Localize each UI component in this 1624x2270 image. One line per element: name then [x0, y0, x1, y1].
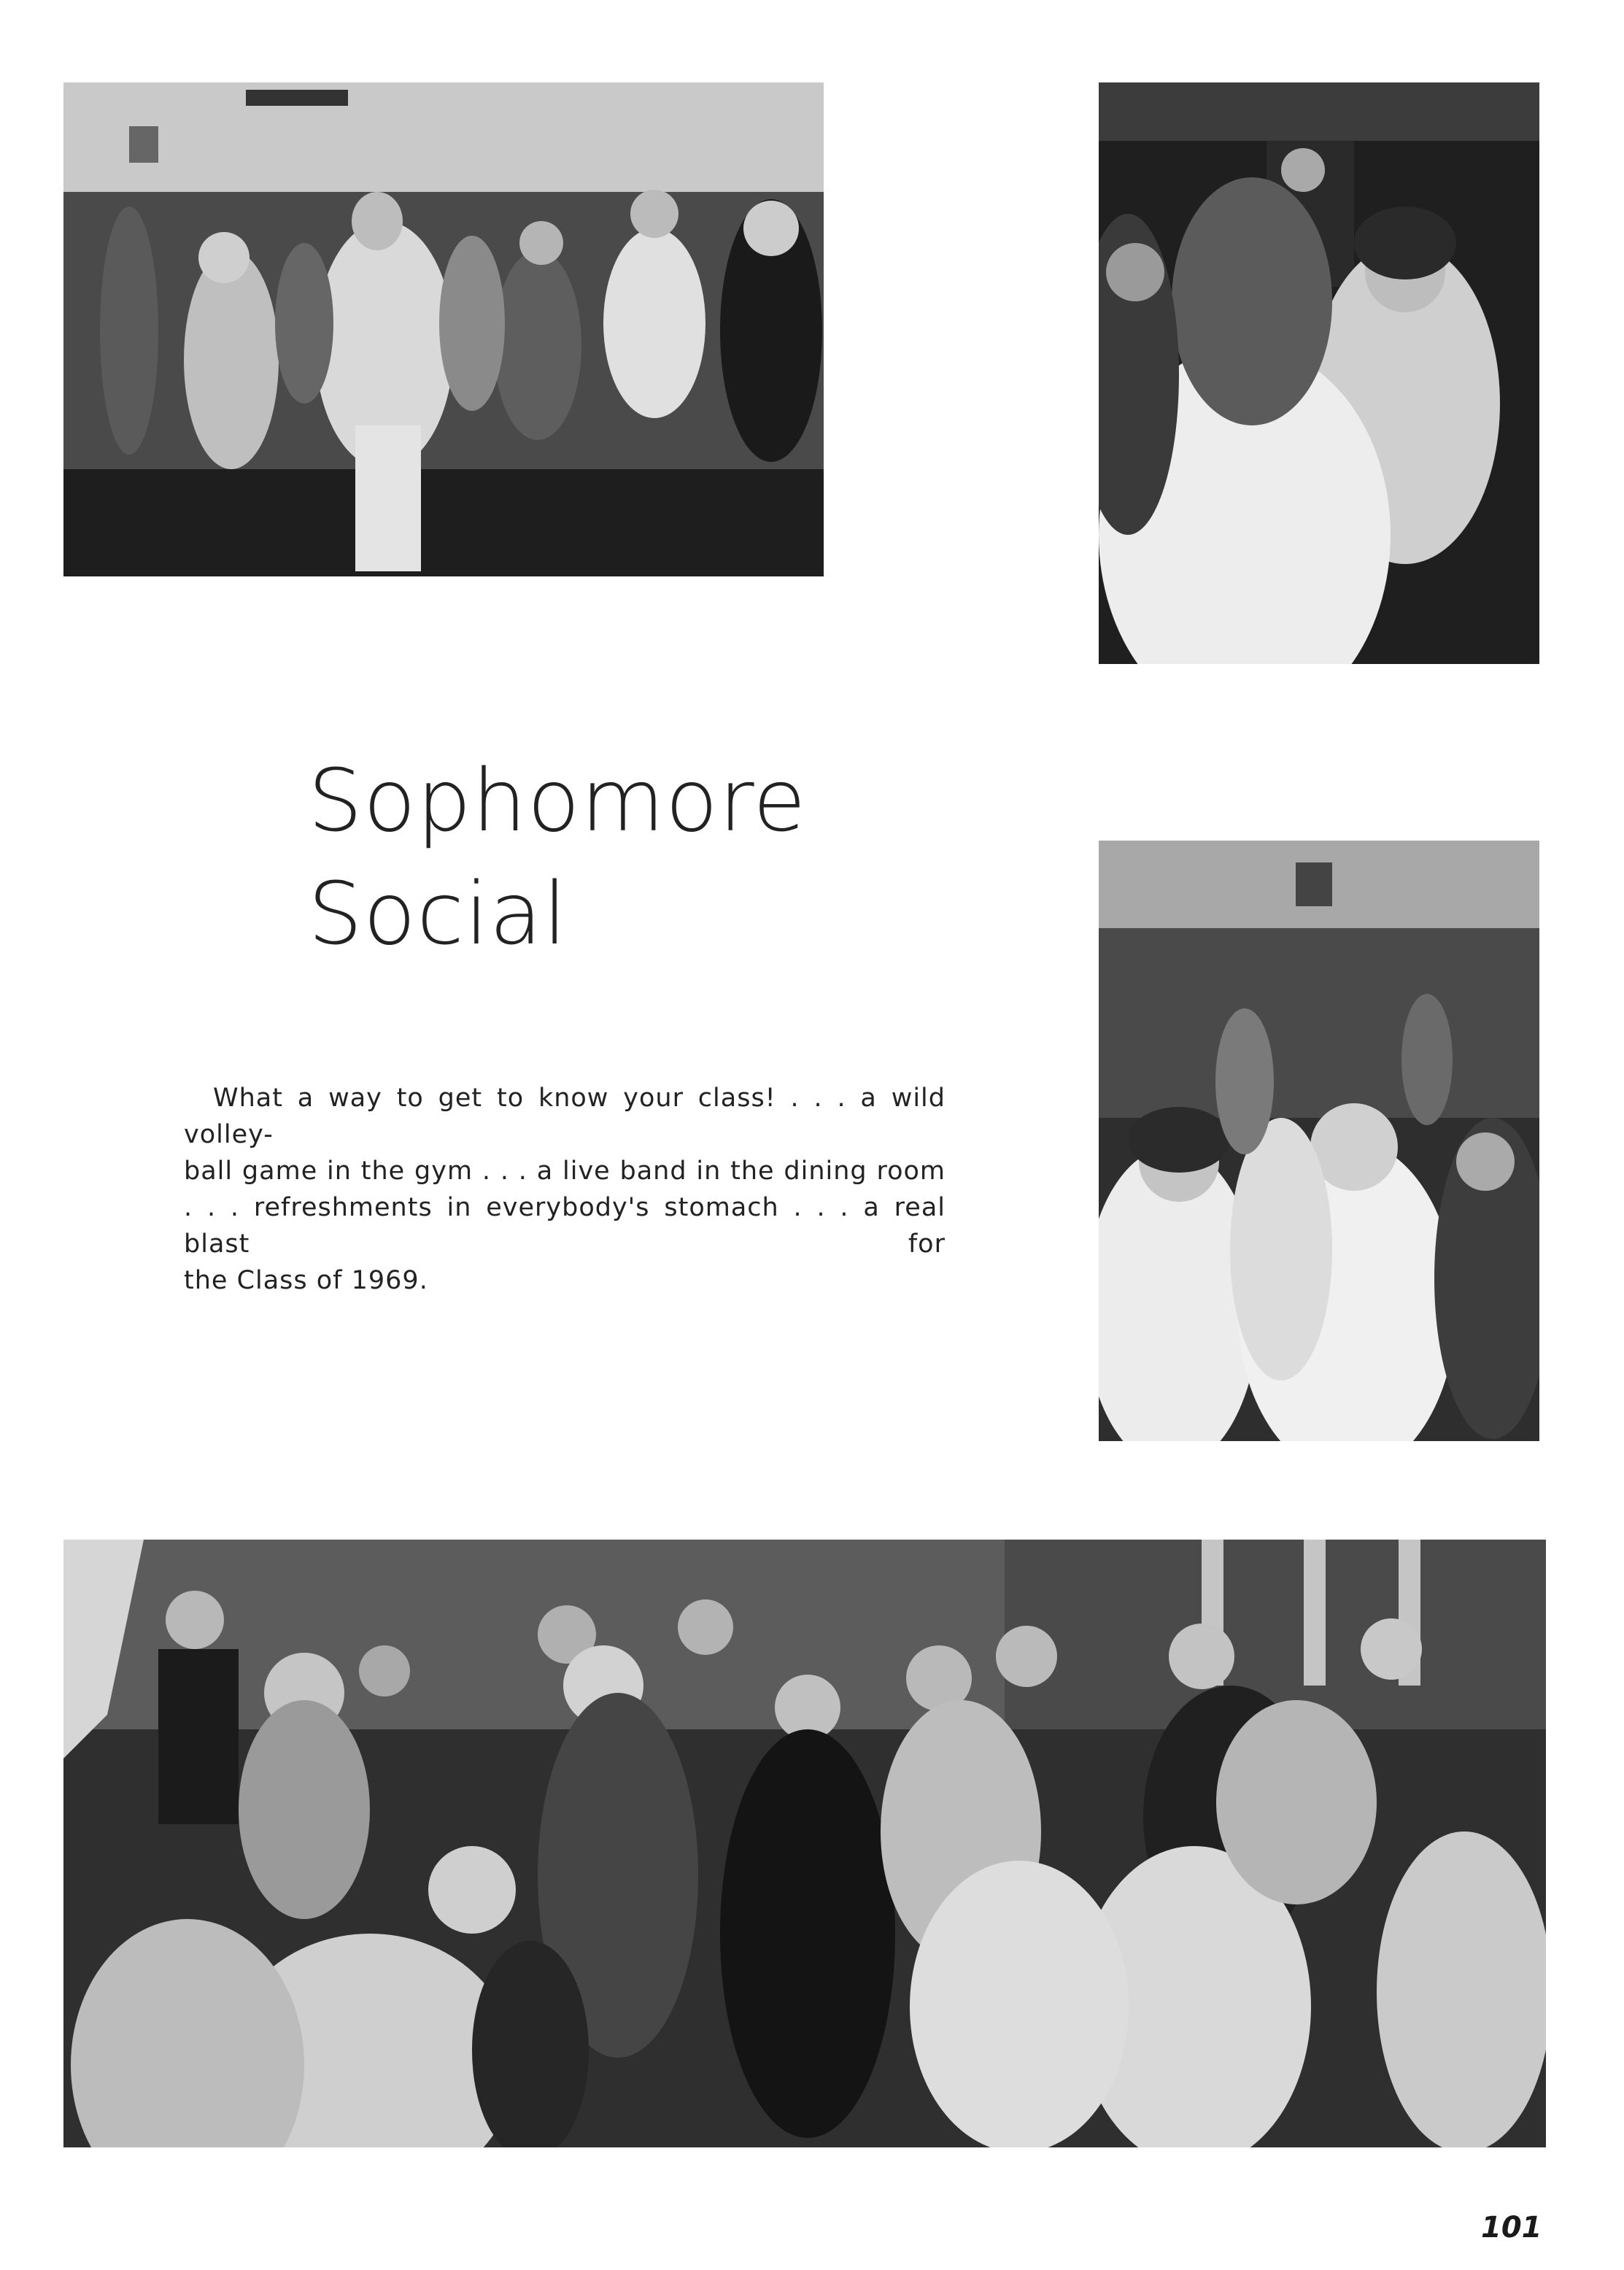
caption-line-1: What a way to get to know your class! . . . a wild volley-	[184, 1084, 946, 1149]
students-dancing-image	[1099, 841, 1539, 1441]
caption-line-3: . . . refreshments in everybody's stomach . . . a real blast for	[184, 1193, 946, 1259]
couple-dancing-image	[1099, 82, 1539, 664]
page-title	[308, 744, 807, 970]
dance-floor-photo	[63, 82, 824, 576]
band-and-crowd-image	[63, 1540, 1546, 2147]
caption-line-2: ball game in the gym . . . a live band in the dining room	[184, 1157, 946, 1186]
couple-dancing-photo	[1099, 82, 1539, 664]
students-dancing-photo	[1099, 841, 1539, 1441]
title-line-2: Social	[308, 863, 568, 964]
band-and-crowd-photo	[63, 1540, 1546, 2147]
page-number: 101	[1481, 2211, 1542, 2244]
caption-line-4: the Class of 1969.	[184, 1266, 428, 1295]
caption-paragraph	[184, 1080, 946, 1299]
title-line-1: Sophomore	[308, 750, 807, 851]
dance-floor-image	[63, 82, 824, 576]
